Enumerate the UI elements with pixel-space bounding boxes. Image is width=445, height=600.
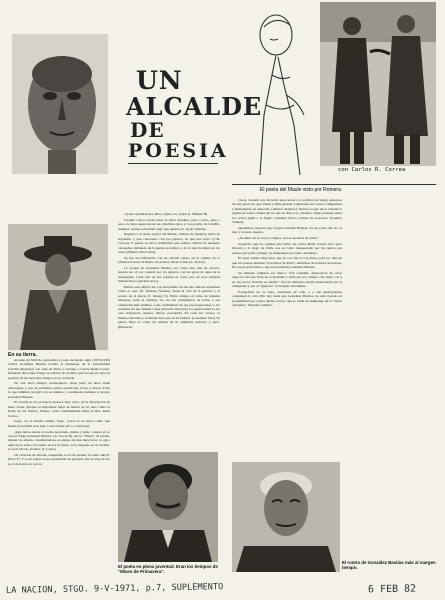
paragraph: Regreso a tu suelo, pastor del Maule, advieno de mesnias, sabio de leyendas, y que cancioneo con los pájaros, sé que nos uves. (C.R. Correa). Y quería en mi la semblanza que somera vientos de ausentes calonadas, hablando de la piedra tactomina y de la azul hortaliza de los astros (Blanca Silva Ossa). xyxy=(118,232,220,254)
paragraph: Cruz). Cuando uno ha leído unos horas a la sombra del hogar generoso de este poeta de ojos tristes y alma grande comprende sus versos campesinos y humanidad, de emoción. (Alberto Romero) Vientos la paz de la estrella la página de sabor ciudad del no que se deja y no obstante, sigue presente entre los cerros igual a la fugaz constante fresco tristeza de nosotros. (Lautaro Yankas) xyxy=(232,198,342,225)
footer-source-note: LA NACION, STGO. 9-V-1971, p.7, SUPLEMENTO xyxy=(5,582,224,596)
photo-poet-youth xyxy=(118,452,218,562)
paragraph: Se fue del infiernillo con un caballo verde, en el caballo de la primavera hacia el Banco de Arenas, hacia el mar (A. Torres) xyxy=(118,255,220,265)
paragraph: Un ceracion de alboute campesino rocío de piedad, la canto aún (F. Mora F.) Y lo de lomas veces guardando un gaznado que no hay de ser si el cielo invoca con su xyxy=(8,453,110,466)
man-with-hat-figure xyxy=(8,224,108,350)
paragraph: ¿Qué dulce estaba la noche apacando, menta y pilar, cuando yo te conocí Jorge González Bastías. (A. Torres R), de los "Mioes" de estado, siguen las afueras, trasmutándose en signos de mas muy feroz. la ajé a aquí me la echa y le cuanto en los frovines, lo la tanguisa en el sordido, si en lo fdvolo, hondor. (J. Legro) xyxy=(8,429,110,452)
paragraph: El autor señala muy bien, que su voz fue la voz nueva para los días en que los poetas andaban "borrachos de París", enfermos de lecturas de europa. Era un proyase nuevo, que se necesitaba González Bastías. xyxy=(232,256,342,270)
paragraph: Su llamado tambien era nuevo: "Un consumo desprovisto de otros aspectos del que flora en la montaña y anda por los campos. No tiene voz y se oye en los brotales su alarido". Era un denuncia recién apareciendo por el campesino y por el "guanaco" el boquero del Maule. xyxy=(232,270,342,289)
caption-correa: con Carlos R. Correa xyxy=(338,167,406,173)
caption-rule-right xyxy=(232,184,436,185)
photo-statue-head xyxy=(12,34,108,174)
paragraph: Sospecho que no. Quizás este Libro de Carlos René Correa sirva para llevarlo a lo largo de Chile con su canto desesperado por las tierras son pobres que pudo castigar, en defenderse por tanto abandono. xyxy=(232,241,342,255)
paragraph: Quedamos ansiosos que Jorge González Bastías, era un poeta del río, el mar y la tierra nuestra. xyxy=(232,225,342,235)
paragraph: El alcalde de su provincia aparece muy claro, en la descripción de mero poeta. Porque es imposible dejar de hablar de él, sino como el Poeta de las Tierras, Pobres, como atinadamente titula el libro René Correa. xyxy=(8,400,110,418)
text-column-right xyxy=(232,198,342,458)
caricature-sketch xyxy=(234,5,314,180)
paragraph: No son unos amigos cualesquiera. Gran parte de ellos están antologado y son de verdadera gloria reputación, honra y honor. Todo lo que también recogió con su número y condenado humano el propio González Bastías. xyxy=(8,381,110,399)
photo-two-men xyxy=(320,2,436,166)
poet-youth-portrait xyxy=(118,452,218,562)
paragraph: La poesía de González Bastías era como esta una de Ocorio, dorada por el sol, cantada por los pájaros, con las gotas de agua de la madrugada. Cada uno de sus poemas es como uno de esos racimos melancólicos (Andrés Arce). xyxy=(118,265,220,284)
text-column-middle xyxy=(118,212,220,450)
photo-man-with-hat xyxy=(8,224,108,350)
paragraph: ¿Se habla de el en los colegios, en las escuelas de Chile? xyxy=(238,236,319,240)
caption-joven: El poeta en plena juventud. Eran los tiempos de "Miseo de Primavera". xyxy=(118,564,218,574)
paragraph: Jorge, en el terruño ameno fluye. ¿Cuál es su tierra como una fuente escondida esos puro y eres bueno (Fco. Contreras). xyxy=(8,419,110,428)
photo-poet-elder xyxy=(232,462,340,572)
text-column-left xyxy=(8,358,110,598)
paragraph: Cuando cala la tarde sobre la tierra maulina, paso a paso, paso a paso, de lejos aparecías en un caballito rojizo y con poncho de Castilla. Siempre venías sollozando algo que quieres se oía (P. Sienna). xyxy=(118,217,220,231)
two-men-figures xyxy=(320,2,436,166)
caption-rostro: El rostro de González Bastías más al margen tiempo. xyxy=(342,560,436,570)
article-title-line1: UN xyxy=(136,66,183,95)
paragraph: cayado ayudándole a Dios a guiar los ovejas (J. Hubner B) xyxy=(124,212,208,216)
caricature-drawing xyxy=(234,5,314,180)
poet-elder-portrait xyxy=(232,462,340,572)
article-title-line3: DE xyxy=(130,118,165,142)
paragraph: Alcalde de Nirivilo, periodista y poeta de medio siglo (1879-1950) Carlos González Bastías recibió el homenaje de la Universidad Católica Regional con sede en Talca y encargo a Carlos René Correa, fundador del Grupo Fuego la edición de un libro que recoge su vida los poemas de sus desvelos amigos en su recuerdo. xyxy=(8,358,110,380)
statue-head-figure xyxy=(12,34,108,174)
caption-tierra: En su tierra. xyxy=(8,352,37,358)
paragraph: Fotografías de su vida, canciones de vida, y a sus mencionados completan la obra (No hay duda que González Bastías, ha sido tratado en profundidad por Carlos René Correa, que le rinde un homenaje de la "tierra chaqueta", llenando primero. xyxy=(232,289,342,308)
caption-romero: El poeta del Maule visto por Romera. xyxy=(260,187,343,193)
paragraph: Habría sido difícil dar con un hombre de tan alto señorío espiritual como el suyo (E. Prendes Saldías). Tenía él don de la palabra y el acento de la gracia (J. Ortega V). Entre amigos en salas de tapiales literarias, pues el siempre vio en sus compañeros de letras a sus camaradas más íntimos, a sus confidentes de sus preocupaciones, a los soldados de una misma causa (Ricardo Dávasol). La generosidad le era casi obligatoria ternura, divers, prevenido. En cada sus versos, la misma suavidad y la misma fina que en su indolor. (González Vera) Su palara línea es como un rebalse de su ambiente solitario y puro. (Bernardo xyxy=(118,284,220,329)
footer-date-stamp: 6 FEB 82 xyxy=(367,583,417,596)
title-underline xyxy=(128,163,218,164)
article-title-line2: ALCALDE xyxy=(126,92,263,121)
article-title-line4: POESIA xyxy=(128,140,229,162)
